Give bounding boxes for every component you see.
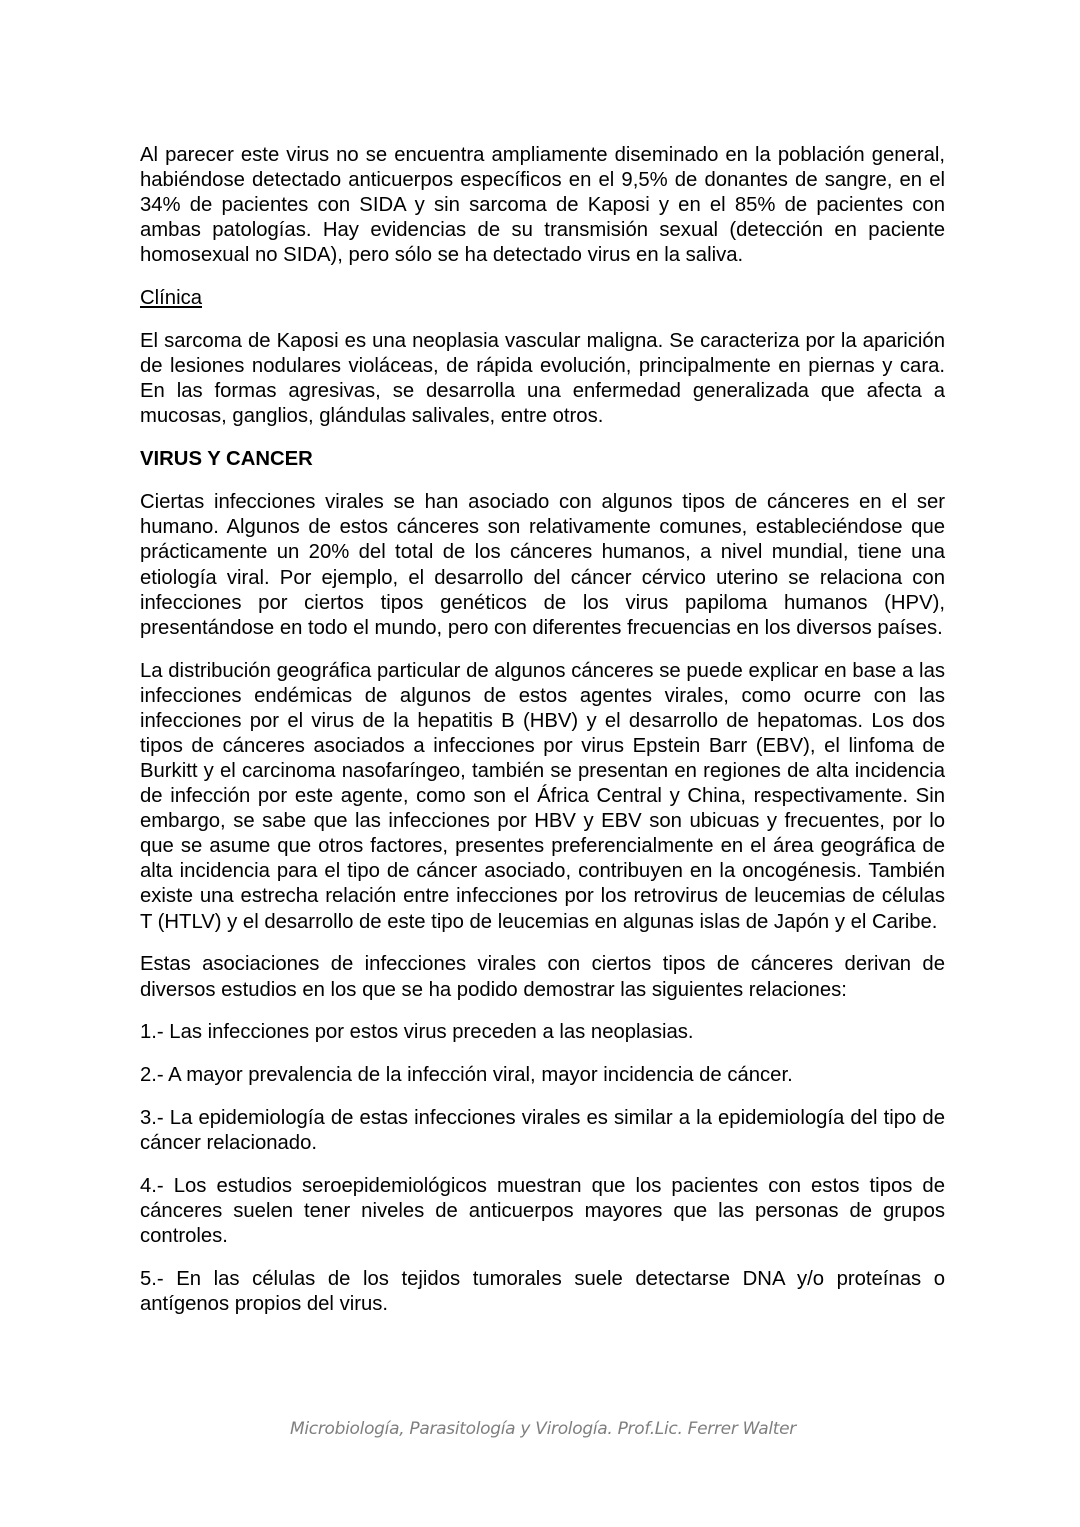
cancer-paragraph-1: Ciertas infecciones virales se han asociado con algunos tipos de cánceres en el ser humano. Algunos de estos cánceres son relativamente comunes, estableciéndose que prácticamente un 20% del total de los cánceres humanos, a nivel mundial, tiene una etiología viral. Por ejemplo, el desarrollo del cáncer cérvico uterino se relaciona con infecciones por ciertos tipos genéticos de los virus papiloma humanos (HPV), presentándose en todo el mundo, pero con diferentes frecuencias en los diversos países.: [140, 491, 945, 639]
relation-item-3: 3.- La epidemiología de estas infecciones virales es similar a la epidemiología del tipo de cáncer relacionado.: [140, 1107, 945, 1155]
relation-item-1: 1.- Las infecciones por estos virus preceden a las neoplasias.: [140, 1021, 694, 1044]
section-title: VIRUS Y CANCER: [140, 448, 313, 471]
relation-item-2: 2.- A mayor prevalencia de la infección viral, mayor incidencia de cáncer.: [140, 1064, 793, 1087]
page-footer: Microbiología, Parasitología y Virología. Prof.Lic. Ferrer Walter: [290, 1419, 796, 1439]
relation-item-4: 4.- Los estudios seroepidemiológicos muestran que los pacientes con estos tipos de cánceres suelen tener niveles de anticuerpos mayores que las personas de grupos controles.: [140, 1175, 945, 1248]
clinica-heading: Clínica: [140, 287, 202, 310]
cancer-paragraph-2: La distribución geográfica particular de algunos cánceres se puede explicar en base a las infecciones endémicas de algunos de estos agentes virales, como ocurre con las infecciones por el virus de la hepatitis B (HBV) y el desarrollo de hepatomas. Los dos tipos de cánceres asociados a infecciones por virus Epstein Barr (EBV), el linfoma de Burkitt y el carcinoma nasofaríngeo, también se presentan en regiones de alta incidencia de infección por este agente, como son el África Central y China, respectivamente. Sin embargo, se sabe que las infecciones por HBV y EBV son ubicuas y frecuentes, por lo que se asume que otros factores, presentes preferencialmente en el área geográfica de alta incidencia para el tipo de cáncer asociado, contribuyen en la oncogénesis. También existe una estrecha relación entre infecciones por los retrovirus de leucemias de células T (HTLV) y el desarrollo de este tipo de leucemias en algunas islas de Japón y el Caribe.: [140, 659, 945, 933]
document-body: [140, 143, 945, 1317]
cancer-paragraph-3: Estas asociaciones de infecciones virales con ciertos tipos de cánceres derivan de diversos estudios en los que se ha podido demostrar las siguientes relaciones:: [140, 953, 945, 1001]
relation-item-5: 5.- En las células de los tejidos tumorales suele detectarse DNA y/o proteínas o antígenos propios del virus.: [140, 1268, 945, 1316]
intro-paragraph: Al parecer este virus no se encuentra ampliamente diseminado en la población general, habiéndose detectado anticuerpos específicos en el 9,5% de donantes de sangre, en el 34% de pacientes con SIDA y sin sarcoma de Kaposi y en el 85% de pacientes con ambas patologías. Hay evidencias de su transmisión sexual (detección en paciente homosexual no SIDA), pero sólo se ha detectado virus en la saliva.: [140, 144, 945, 267]
clinica-paragraph: El sarcoma de Kaposi es una neoplasia vascular maligna. Se caracteriza por la aparición de lesiones nodulares violáceas, de rápida evolución, principalmente en piernas y cara. En las formas agresivas, se desarrolla una enfermedad generalizada que afecta a mucosas, ganglios, glándulas salivales, entre otros.: [140, 330, 945, 428]
